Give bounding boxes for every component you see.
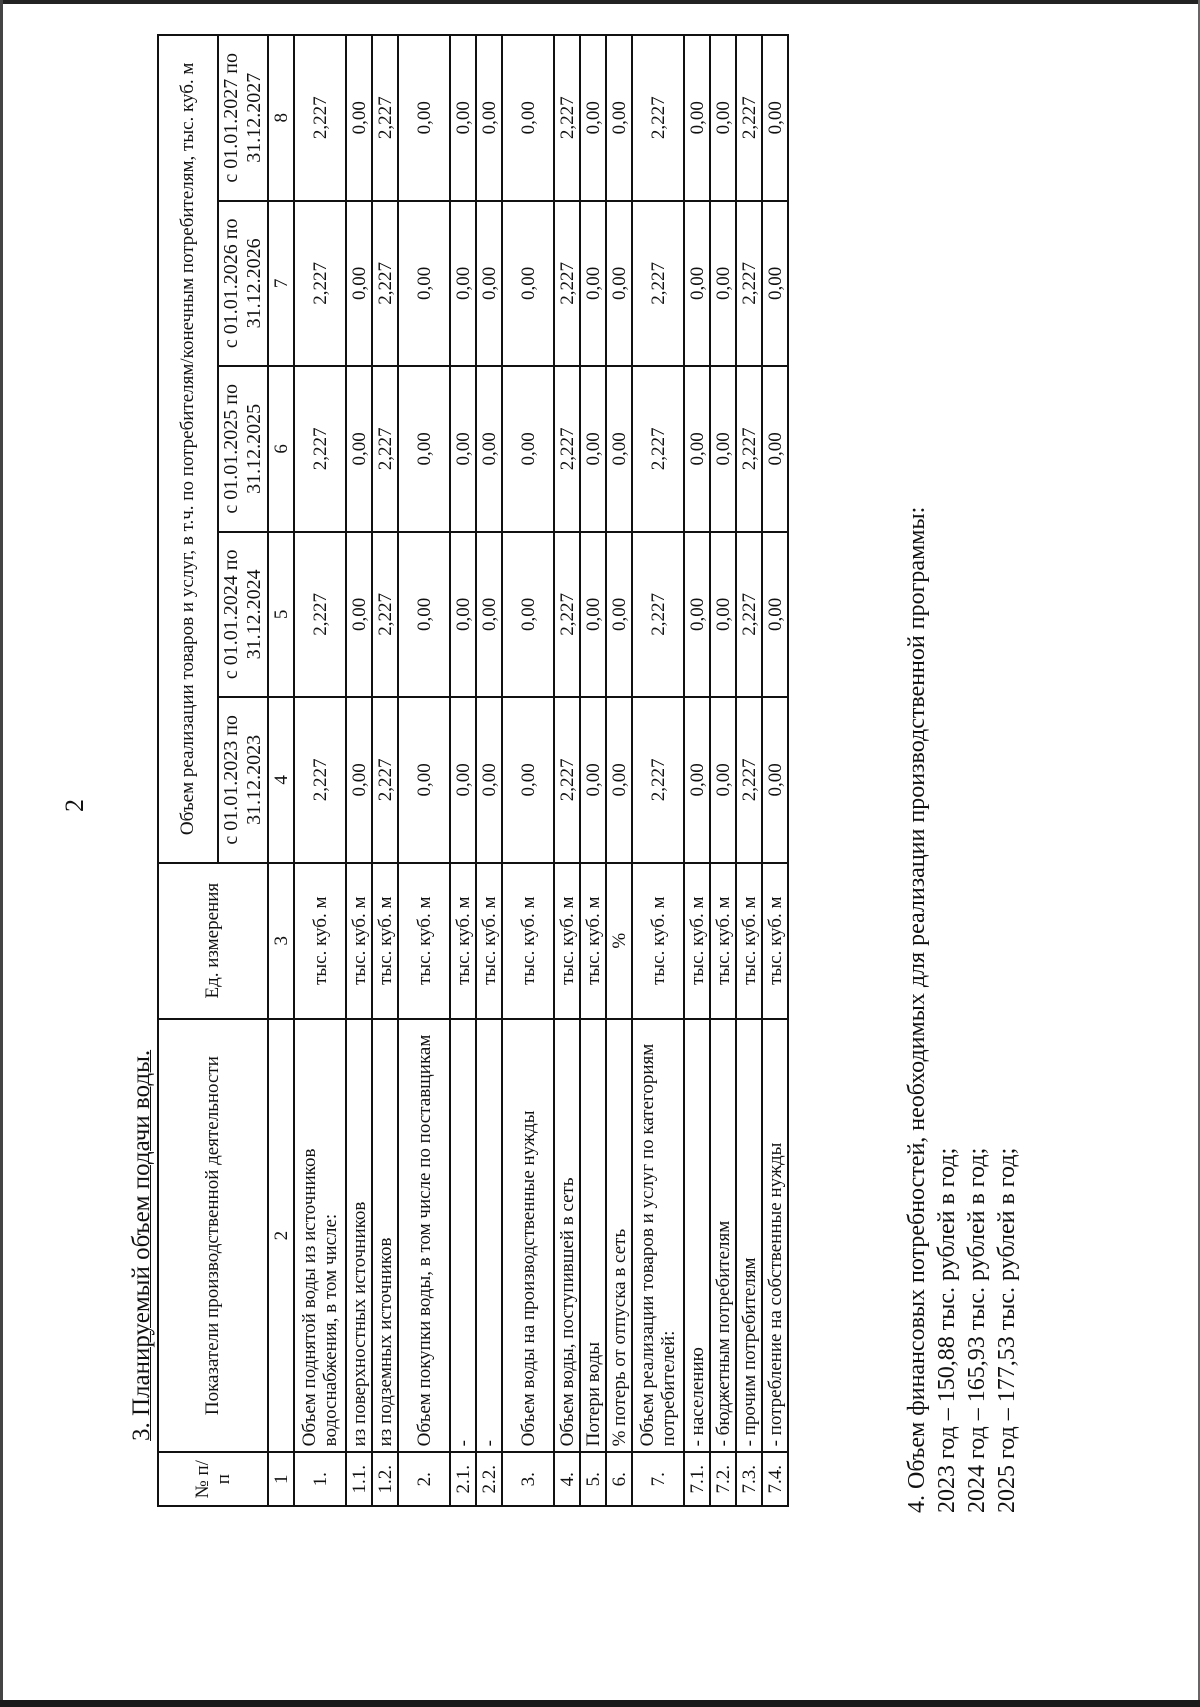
row-value: 0,00 — [606, 201, 632, 367]
row-unit: тыс. куб. м — [632, 863, 684, 1019]
row-value: 0,00 — [710, 366, 736, 532]
row-value: 2,227 — [294, 532, 346, 698]
row-value: 2,227 — [372, 532, 398, 698]
row-indicator: Объем покупки воды, в том числе по поставщикам — [398, 1019, 450, 1453]
row-value: 2,227 — [372, 697, 398, 863]
row-number: 7. — [632, 1452, 684, 1506]
row-value: 0,00 — [346, 532, 372, 698]
row-value: 2,227 — [294, 697, 346, 863]
row-value: 0,00 — [346, 366, 372, 532]
row-value: 0,00 — [684, 35, 710, 201]
table-row — [372, 35, 398, 1506]
row-value: 0,00 — [398, 35, 450, 201]
row-indicator: - прочим потребителям — [736, 1019, 762, 1453]
row-value: 0,00 — [346, 35, 372, 201]
row-value: 0,00 — [450, 366, 476, 532]
row-number: 7.4. — [762, 1452, 788, 1506]
header-volume-group: Объем реализации товаров и услуг, в т.ч. по потребителям/конечным потребителям, тыс. куб. м — [158, 35, 218, 863]
row-value: 0,00 — [398, 366, 450, 532]
table-row — [580, 35, 606, 1506]
row-number: 7.3. — [736, 1452, 762, 1506]
header-num: № п/п — [158, 1452, 268, 1506]
column-index: 2 — [268, 1019, 294, 1453]
water-supply-table — [157, 34, 789, 1507]
table-row — [450, 35, 476, 1506]
table-row — [346, 35, 372, 1506]
row-value: 2,227 — [736, 366, 762, 532]
header-period: с 01.01.2027 по 31.12.2027 — [218, 35, 268, 201]
header-period: с 01.01.2023 по 31.12.2023 — [218, 697, 268, 863]
row-number: 7.1. — [684, 1452, 710, 1506]
row-unit: тыс. куб. м — [398, 863, 450, 1019]
table-row — [606, 35, 632, 1506]
row-unit: тыс. куб. м — [476, 863, 502, 1019]
row-value: 0,00 — [398, 201, 450, 367]
table-row — [684, 35, 710, 1506]
row-value: 0,00 — [476, 366, 502, 532]
column-index: 3 — [268, 863, 294, 1019]
row-value: 2,227 — [736, 532, 762, 698]
row-number: 1.2. — [372, 1452, 398, 1506]
row-indicator: Объем воды, поступившей в сеть — [554, 1019, 580, 1453]
row-value: 0,00 — [502, 532, 554, 698]
row-value: 2,227 — [554, 532, 580, 698]
row-value: 0,00 — [476, 697, 502, 863]
financial-line: 2025 год – 177,53 тыс. рублей в год; — [994, 1147, 1020, 1513]
row-indicator: из подземных источников — [372, 1019, 398, 1453]
row-value: 2,227 — [294, 366, 346, 532]
row-unit: % — [606, 863, 632, 1019]
row-number: 1.1. — [346, 1452, 372, 1506]
financial-needs — [902, 507, 1022, 1513]
row-value: 2,227 — [554, 366, 580, 532]
row-value: 2,227 — [294, 201, 346, 367]
row-number: 4. — [554, 1452, 580, 1506]
table-row — [736, 35, 762, 1506]
header-unit: Ед. измерения — [158, 863, 268, 1019]
row-value: 0,00 — [502, 697, 554, 863]
financial-line: 2024 год – 165,93 тыс. рублей в год; — [964, 1147, 990, 1513]
row-value: 0,00 — [606, 35, 632, 201]
row-value: 0,00 — [502, 35, 554, 201]
row-value: 0,00 — [580, 201, 606, 367]
row-value: 2,227 — [632, 201, 684, 367]
row-unit: тыс. куб. м — [372, 863, 398, 1019]
row-value: 2,227 — [372, 35, 398, 201]
row-indicator: Потери воды — [580, 1019, 606, 1453]
row-indicator: - потребление на собственные нужды — [762, 1019, 788, 1453]
row-value: 0,00 — [710, 35, 736, 201]
row-number: 2.1. — [450, 1452, 476, 1506]
header-period: с 01.01.2024 по 31.12.2024 — [218, 532, 268, 698]
row-unit: тыс. куб. м — [346, 863, 372, 1019]
row-value: 0,00 — [762, 532, 788, 698]
row-unit: тыс. куб. м — [580, 863, 606, 1019]
section-title: 3. Планируемый объем подачи воды. — [128, 1049, 155, 1441]
row-number: 5. — [580, 1452, 606, 1506]
row-number: 6. — [606, 1452, 632, 1506]
row-value: 0,00 — [580, 35, 606, 201]
row-unit: тыс. куб. м — [450, 863, 476, 1019]
row-number: 7.2. — [710, 1452, 736, 1506]
header-indicator: Показатели производственной деятельности — [158, 1019, 268, 1453]
header-period: с 01.01.2026 по 31.12.2026 — [218, 201, 268, 367]
row-value: 2,227 — [632, 366, 684, 532]
row-value: 0,00 — [580, 697, 606, 863]
row-value: 0,00 — [684, 201, 710, 367]
header-period: с 01.01.2025 по 31.12.2025 — [218, 366, 268, 532]
row-value: 2,227 — [554, 201, 580, 367]
column-index: 6 — [268, 366, 294, 532]
row-value: 0,00 — [606, 697, 632, 863]
row-value: 0,00 — [580, 366, 606, 532]
row-value: 0,00 — [450, 35, 476, 201]
row-value: 0,00 — [398, 532, 450, 698]
row-value: 0,00 — [762, 366, 788, 532]
row-indicator: - бюджетным потребителям — [710, 1019, 736, 1453]
column-index: 4 — [268, 697, 294, 863]
column-index: 7 — [268, 201, 294, 367]
row-unit: тыс. куб. м — [710, 863, 736, 1019]
table-row — [554, 35, 580, 1506]
row-value: 0,00 — [580, 532, 606, 698]
row-indicator: - — [450, 1019, 476, 1453]
row-value: 2,227 — [736, 697, 762, 863]
row-unit: тыс. куб. м — [684, 863, 710, 1019]
row-value: 0,00 — [476, 532, 502, 698]
row-value: 0,00 — [476, 35, 502, 201]
table-row — [710, 35, 736, 1506]
row-value: 2,227 — [372, 201, 398, 367]
row-value: 0,00 — [762, 697, 788, 863]
row-value: 2,227 — [632, 532, 684, 698]
row-unit: тыс. куб. м — [762, 863, 788, 1019]
row-indicator: - — [476, 1019, 502, 1453]
row-value: 2,227 — [372, 366, 398, 532]
column-index-row — [268, 35, 294, 1506]
row-value: 0,00 — [502, 201, 554, 367]
row-value: 0,00 — [684, 366, 710, 532]
row-value: 2,227 — [554, 35, 580, 201]
row-number: 1. — [294, 1452, 346, 1506]
row-indicator: из поверхностных источников — [346, 1019, 372, 1453]
table-header — [158, 35, 294, 1506]
table-row — [398, 35, 450, 1506]
row-unit: тыс. куб. м — [502, 863, 554, 1019]
row-value: 0,00 — [346, 201, 372, 367]
row-indicator: - населению — [684, 1019, 710, 1453]
row-value: 0,00 — [606, 532, 632, 698]
row-indicator: % потерь от отпуска в сеть — [606, 1019, 632, 1453]
row-value: 2,227 — [554, 697, 580, 863]
row-unit: тыс. куб. м — [736, 863, 762, 1019]
row-value: 0,00 — [710, 697, 736, 863]
row-value: 0,00 — [502, 366, 554, 532]
table-row — [476, 35, 502, 1506]
row-number: 2. — [398, 1452, 450, 1506]
table-row — [294, 35, 346, 1506]
row-value: 0,00 — [450, 697, 476, 863]
table-row — [502, 35, 554, 1506]
row-unit: тыс. куб. м — [294, 863, 346, 1019]
row-unit: тыс. куб. м — [554, 863, 580, 1019]
row-value: 2,227 — [632, 35, 684, 201]
row-value: 2,227 — [632, 697, 684, 863]
row-number: 2.2. — [476, 1452, 502, 1506]
row-value: 0,00 — [346, 697, 372, 863]
column-index: 5 — [268, 532, 294, 698]
row-indicator: Объем реализации товаров и услуг по категориям потребителей: — [632, 1019, 684, 1453]
row-value: 0,00 — [450, 201, 476, 367]
row-value: 2,227 — [294, 35, 346, 201]
row-value: 0,00 — [684, 697, 710, 863]
column-index: 8 — [268, 35, 294, 201]
table-row — [762, 35, 788, 1506]
row-indicator: Объем воды на производственные нужды — [502, 1019, 554, 1453]
row-value: 2,227 — [736, 35, 762, 201]
row-value: 0,00 — [762, 201, 788, 367]
page-number: 2 — [60, 799, 89, 812]
row-value: 0,00 — [684, 532, 710, 698]
row-value: 2,227 — [736, 201, 762, 367]
table-body — [294, 35, 788, 1506]
row-value: 0,00 — [606, 366, 632, 532]
table-row — [632, 35, 684, 1506]
row-value: 0,00 — [762, 35, 788, 201]
column-index: 1 — [268, 1452, 294, 1506]
row-number: 3. — [502, 1452, 554, 1506]
row-value: 0,00 — [710, 532, 736, 698]
row-value: 0,00 — [476, 201, 502, 367]
financial-heading: 4. Объем финансовых потребностей, необходимых для реализации производственной программы: — [904, 506, 930, 1513]
row-value: 0,00 — [450, 532, 476, 698]
row-value: 0,00 — [398, 697, 450, 863]
row-value: 0,00 — [710, 201, 736, 367]
row-indicator: Объем поднятой воды из источников водоснабжения, в том числе: — [294, 1019, 346, 1453]
financial-line: 2023 год – 150,88 тыс. рублей в год; — [934, 1147, 960, 1513]
